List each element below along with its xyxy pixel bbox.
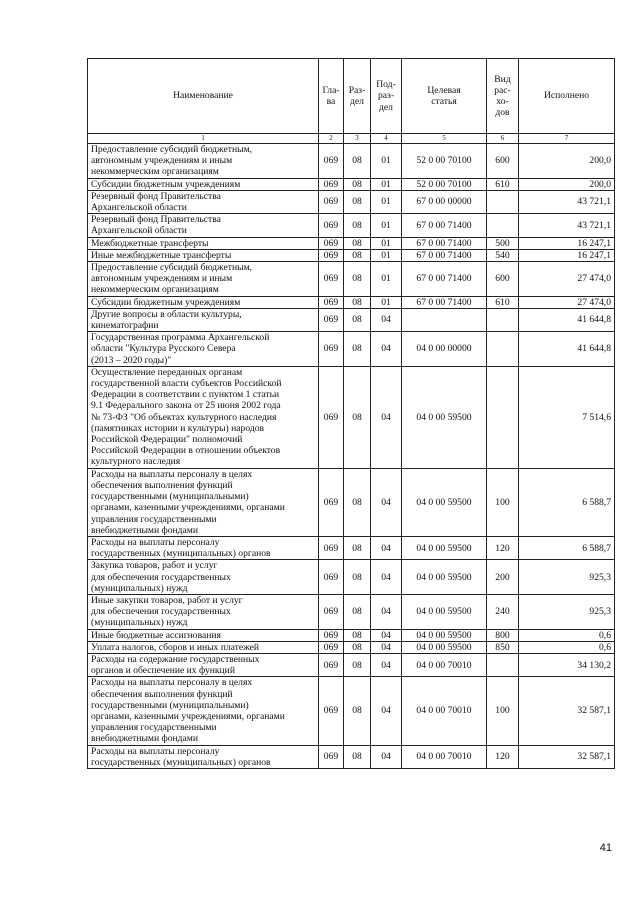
table-row xyxy=(88,262,615,297)
table-row xyxy=(88,214,615,237)
razdel-cell: 08 xyxy=(344,366,371,468)
executed-amount-cell: 32 587,1 xyxy=(519,745,615,768)
razdel-cell: 08 xyxy=(344,653,371,676)
executed-amount-cell: 27 474,0 xyxy=(519,296,615,308)
razdel-cell: 08 xyxy=(344,641,371,653)
header-target-article: Целевая статья xyxy=(402,59,487,134)
podrazdel-cell: 01 xyxy=(371,178,402,190)
razdel-cell: 08 xyxy=(344,190,371,213)
table-row xyxy=(88,190,615,213)
expense-type-cell xyxy=(487,308,519,331)
target-article-cell: 04 0 00 70010 xyxy=(402,677,487,745)
glava-cell: 069 xyxy=(319,560,344,595)
razdel-cell: 08 xyxy=(344,237,371,249)
executed-amount-cell: 16 247,1 xyxy=(519,237,615,249)
row-name-cell: Уплата налогов, сборов и иных платежей xyxy=(88,641,319,653)
target-article-cell: 67 0 00 00000 xyxy=(402,190,487,213)
column-number: 5 xyxy=(402,134,487,144)
target-article-cell: 04 0 00 70010 xyxy=(402,745,487,768)
glava-cell: 069 xyxy=(319,214,344,237)
executed-amount-cell: 41 644,8 xyxy=(519,308,615,331)
podrazdel-cell: 04 xyxy=(371,629,402,641)
podrazdel-cell: 04 xyxy=(371,366,402,468)
expense-type-cell: 240 xyxy=(487,594,519,629)
razdel-cell: 08 xyxy=(344,332,371,367)
target-article-cell xyxy=(402,308,487,331)
row-name-cell: Иные закупки товаров, работ и услуг для обеспечения государственных (муниципальных) нужд xyxy=(88,594,319,629)
razdel-cell: 08 xyxy=(344,214,371,237)
row-name-cell: Иные бюджетные ассигнования xyxy=(88,629,319,641)
podrazdel-cell: 04 xyxy=(371,641,402,653)
table-row xyxy=(88,653,615,676)
row-name-cell: Предоставление субсидий бюджетным, автономным учреждениям и иным некоммерческим организациям xyxy=(88,144,319,179)
expense-type-cell xyxy=(487,214,519,237)
expense-type-cell xyxy=(487,332,519,367)
target-article-cell: 04 0 00 00000 xyxy=(402,332,487,367)
razdel-cell: 08 xyxy=(344,249,371,261)
target-article-cell: 04 0 00 70010 xyxy=(402,653,487,676)
table-row xyxy=(88,249,615,261)
glava-cell: 069 xyxy=(319,190,344,213)
table-row xyxy=(88,641,615,653)
glava-cell: 069 xyxy=(319,332,344,367)
column-number: 2 xyxy=(319,134,344,144)
razdel-cell: 08 xyxy=(344,536,371,559)
header-expense-type: Вид рас- хо- дов xyxy=(487,59,519,134)
glava-cell: 069 xyxy=(319,296,344,308)
glava-cell: 069 xyxy=(319,237,344,249)
header-glava: Гла- ва xyxy=(319,59,344,134)
table-header-row xyxy=(88,59,615,134)
executed-amount-cell: 6 588,7 xyxy=(519,468,615,536)
executed-amount-cell: 6 588,7 xyxy=(519,536,615,559)
podrazdel-cell: 04 xyxy=(371,653,402,676)
executed-amount-cell: 200,0 xyxy=(519,144,615,179)
razdel-cell: 08 xyxy=(344,262,371,297)
razdel-cell: 08 xyxy=(344,677,371,745)
glava-cell: 069 xyxy=(319,536,344,559)
glava-cell: 069 xyxy=(319,745,344,768)
podrazdel-cell: 01 xyxy=(371,249,402,261)
executed-amount-cell: 7 514,6 xyxy=(519,366,615,468)
glava-cell: 069 xyxy=(319,178,344,190)
expense-type-cell xyxy=(487,653,519,676)
glava-cell: 069 xyxy=(319,262,344,297)
row-name-cell: Расходы на выплаты персоналу государственных (муниципальных) органов xyxy=(88,536,319,559)
expense-type-cell: 100 xyxy=(487,468,519,536)
razdel-cell: 08 xyxy=(344,178,371,190)
executed-amount-cell: 43 721,1 xyxy=(519,190,615,213)
podrazdel-cell: 04 xyxy=(371,677,402,745)
expense-type-cell: 120 xyxy=(487,745,519,768)
target-article-cell: 67 0 00 71400 xyxy=(402,214,487,237)
razdel-cell: 08 xyxy=(344,296,371,308)
table-row xyxy=(88,594,615,629)
glava-cell: 069 xyxy=(319,468,344,536)
expense-type-cell: 800 xyxy=(487,629,519,641)
expense-type-cell: 120 xyxy=(487,536,519,559)
razdel-cell: 08 xyxy=(344,629,371,641)
expense-type-cell: 200 xyxy=(487,560,519,595)
budget-execution-table xyxy=(87,58,615,769)
column-number: 7 xyxy=(519,134,615,144)
table-row xyxy=(88,332,615,367)
expense-type-cell: 600 xyxy=(487,144,519,179)
target-article-cell: 04 0 00 59500 xyxy=(402,366,487,468)
row-name-cell: Расходы на выплаты персоналу в целях обеспечения выполнения функций государственными (муниципальными) органами, казенными учреждениями, органами управления государственными внебюджетными фондами xyxy=(88,677,319,745)
executed-amount-cell: 27 474,0 xyxy=(519,262,615,297)
razdel-cell: 08 xyxy=(344,745,371,768)
expense-type-cell xyxy=(487,366,519,468)
row-name-cell: Резервный фонд Правительства Архангельской области xyxy=(88,190,319,213)
row-name-cell: Осуществление переданных органам государственной власти субъектов Российской Федерации в соответствии с пунктом 1 статьи 9.1 Федерального закона от 25 июня 2002 года № 73-ФЗ "Об объектах культурного наследия (памятниках истории и культуры) народов Российской Федерации" полномочий Российской Федерации в отношении объектов культурного наследия xyxy=(88,366,319,468)
header-name: Наименование xyxy=(88,59,319,134)
executed-amount-cell: 41 644,8 xyxy=(519,332,615,367)
razdel-cell: 08 xyxy=(344,560,371,595)
column-number-row xyxy=(88,134,615,144)
target-article-cell: 04 0 00 59500 xyxy=(402,468,487,536)
header-executed: Исполнено xyxy=(519,59,615,134)
page-number: 41 xyxy=(599,842,612,854)
target-article-cell: 04 0 00 59500 xyxy=(402,536,487,559)
header-razdel: Раз- дел xyxy=(344,59,371,134)
column-number: 4 xyxy=(371,134,402,144)
row-name-cell: Иные межбюджетные трансферты xyxy=(88,249,319,261)
target-article-cell: 67 0 00 71400 xyxy=(402,237,487,249)
glava-cell: 069 xyxy=(319,677,344,745)
table-row xyxy=(88,677,615,745)
target-article-cell: 67 0 00 71400 xyxy=(402,262,487,297)
razdel-cell: 08 xyxy=(344,594,371,629)
podrazdel-cell: 01 xyxy=(371,237,402,249)
podrazdel-cell: 01 xyxy=(371,144,402,179)
row-name-cell: Закупка товаров, работ и услуг для обеспечения государственных (муниципальных) нужд xyxy=(88,560,319,595)
glava-cell: 069 xyxy=(319,249,344,261)
executed-amount-cell: 0,6 xyxy=(519,641,615,653)
podrazdel-cell: 04 xyxy=(371,560,402,595)
executed-amount-cell: 16 247,1 xyxy=(519,249,615,261)
column-number: 6 xyxy=(487,134,519,144)
podrazdel-cell: 04 xyxy=(371,332,402,367)
razdel-cell: 08 xyxy=(344,308,371,331)
table-row xyxy=(88,468,615,536)
podrazdel-cell: 04 xyxy=(371,468,402,536)
row-name-cell: Резервный фонд Правительства Архангельской области xyxy=(88,214,319,237)
row-name-cell: Субсидии бюджетным учреждениям xyxy=(88,296,319,308)
expense-type-cell: 610 xyxy=(487,178,519,190)
executed-amount-cell: 32 587,1 xyxy=(519,677,615,745)
podrazdel-cell: 04 xyxy=(371,536,402,559)
table-row xyxy=(88,366,615,468)
expense-type-cell: 600 xyxy=(487,262,519,297)
row-name-cell: Расходы на выплаты персоналу государственных (муниципальных) органов xyxy=(88,745,319,768)
expense-type-cell: 610 xyxy=(487,296,519,308)
glava-cell: 069 xyxy=(319,629,344,641)
table-row xyxy=(88,178,615,190)
row-name-cell: Предоставление субсидий бюджетным, автономным учреждениям и иным некоммерческим организациям xyxy=(88,262,319,297)
header-podrazdel: Под- раз- дел xyxy=(371,59,402,134)
table-row xyxy=(88,237,615,249)
podrazdel-cell: 01 xyxy=(371,262,402,297)
target-article-cell: 04 0 00 59500 xyxy=(402,629,487,641)
target-article-cell: 52 0 00 70100 xyxy=(402,178,487,190)
table-body xyxy=(88,144,615,769)
glava-cell: 069 xyxy=(319,653,344,676)
target-article-cell: 04 0 00 59500 xyxy=(402,594,487,629)
expense-type-cell: 500 xyxy=(487,237,519,249)
glava-cell: 069 xyxy=(319,366,344,468)
expense-type-cell: 100 xyxy=(487,677,519,745)
row-name-cell: Государственная программа Архангельской области "Культура Русского Севера (2013 – 2020 годы)" xyxy=(88,332,319,367)
table-row xyxy=(88,144,615,179)
target-article-cell: 67 0 00 71400 xyxy=(402,249,487,261)
expense-type-cell: 850 xyxy=(487,641,519,653)
podrazdel-cell: 01 xyxy=(371,214,402,237)
executed-amount-cell: 34 130,2 xyxy=(519,653,615,676)
executed-amount-cell: 925,3 xyxy=(519,594,615,629)
table-row xyxy=(88,629,615,641)
podrazdel-cell: 01 xyxy=(371,190,402,213)
executed-amount-cell: 43 721,1 xyxy=(519,214,615,237)
podrazdel-cell: 04 xyxy=(371,745,402,768)
row-name-cell: Расходы на выплаты персоналу в целях обеспечения выполнения функций государственными (муниципальными) органами, казенными учреждениями, органами управления государственными внебюджетными фондами xyxy=(88,468,319,536)
target-article-cell: 04 0 00 59500 xyxy=(402,641,487,653)
row-name-cell: Другие вопросы в области культуры, кинематографии xyxy=(88,308,319,331)
glava-cell: 069 xyxy=(319,641,344,653)
podrazdel-cell: 04 xyxy=(371,308,402,331)
table-row xyxy=(88,536,615,559)
podrazdel-cell: 01 xyxy=(371,296,402,308)
target-article-cell: 04 0 00 59500 xyxy=(402,560,487,595)
podrazdel-cell: 04 xyxy=(371,594,402,629)
executed-amount-cell: 200,0 xyxy=(519,178,615,190)
executed-amount-cell: 0,6 xyxy=(519,629,615,641)
glava-cell: 069 xyxy=(319,594,344,629)
table-row xyxy=(88,745,615,768)
executed-amount-cell: 925,3 xyxy=(519,560,615,595)
column-number: 3 xyxy=(344,134,371,144)
target-article-cell: 52 0 00 70100 xyxy=(402,144,487,179)
glava-cell: 069 xyxy=(319,308,344,331)
table-row xyxy=(88,296,615,308)
expense-type-cell: 540 xyxy=(487,249,519,261)
row-name-cell: Расходы на содержание государственных органов и обеспечение их функций xyxy=(88,653,319,676)
expense-type-cell xyxy=(487,190,519,213)
target-article-cell: 67 0 00 71400 xyxy=(402,296,487,308)
row-name-cell: Субсидии бюджетным учреждениям xyxy=(88,178,319,190)
column-number: 1 xyxy=(88,134,319,144)
razdel-cell: 08 xyxy=(344,144,371,179)
razdel-cell: 08 xyxy=(344,468,371,536)
table-row xyxy=(88,560,615,595)
table-row xyxy=(88,308,615,331)
row-name-cell: Межбюджетные трансферты xyxy=(88,237,319,249)
glava-cell: 069 xyxy=(319,144,344,179)
